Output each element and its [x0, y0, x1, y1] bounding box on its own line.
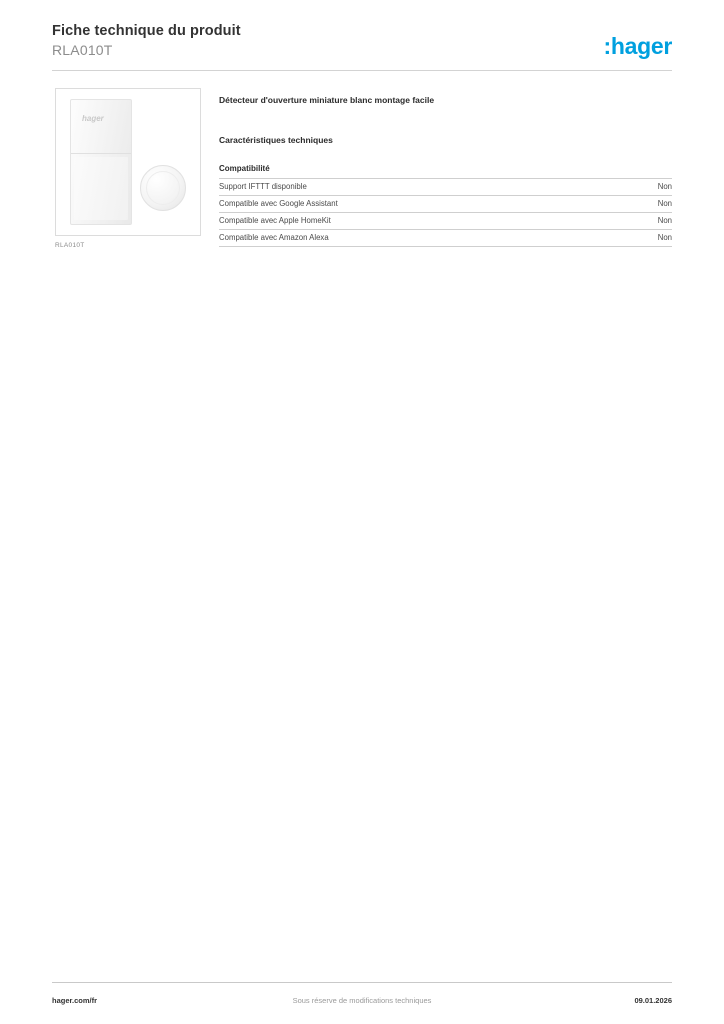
spec-value: Non — [657, 182, 672, 191]
magnet-illustration — [140, 165, 186, 211]
device-lower-part — [74, 157, 128, 220]
header-divider — [52, 70, 672, 71]
product-image-block — [55, 88, 203, 249]
footer-divider — [52, 982, 672, 983]
spec-label: Compatible avec Apple HomeKit — [219, 216, 331, 225]
page-title: Fiche technique du produit — [52, 23, 241, 39]
footer-disclaimer: Sous réserve de modifications techniques — [292, 996, 432, 1005]
device-brand-label: hager — [82, 114, 104, 123]
product-image-frame — [55, 88, 201, 236]
spec-value: Non — [657, 199, 672, 208]
product-description: Détecteur d'ouverture miniature blanc montage facile — [219, 95, 435, 105]
table-row — [219, 179, 672, 196]
footer-website[interactable]: hager.com/fr — [52, 996, 98, 1005]
group-title-compatibility: Compatibilité — [219, 164, 270, 173]
spec-label: Compatible avec Google Assistant — [219, 199, 338, 208]
spec-label: Support IFTTT disponible — [219, 182, 307, 191]
product-image-caption: RLA010T — [55, 242, 85, 249]
table-row — [219, 213, 672, 230]
device-seam — [71, 153, 131, 154]
footer-date: 09.01.2026 — [634, 996, 672, 1005]
spec-value: Non — [657, 216, 672, 225]
product-reference: RLA010T — [52, 42, 113, 58]
table-row — [219, 196, 672, 213]
device-illustration — [70, 99, 132, 225]
section-title-technical: Caractéristiques techniques — [219, 135, 333, 145]
document-header — [52, 22, 672, 70]
table-row — [219, 230, 672, 247]
product-content — [219, 94, 672, 247]
hager-logo: :hager — [603, 33, 672, 59]
compatibility-table — [219, 178, 672, 247]
spec-value: Non — [657, 233, 672, 242]
magnet-inner-ring — [146, 171, 180, 205]
spec-label: Compatible avec Amazon Alexa — [219, 233, 329, 242]
document-footer — [52, 996, 672, 1010]
